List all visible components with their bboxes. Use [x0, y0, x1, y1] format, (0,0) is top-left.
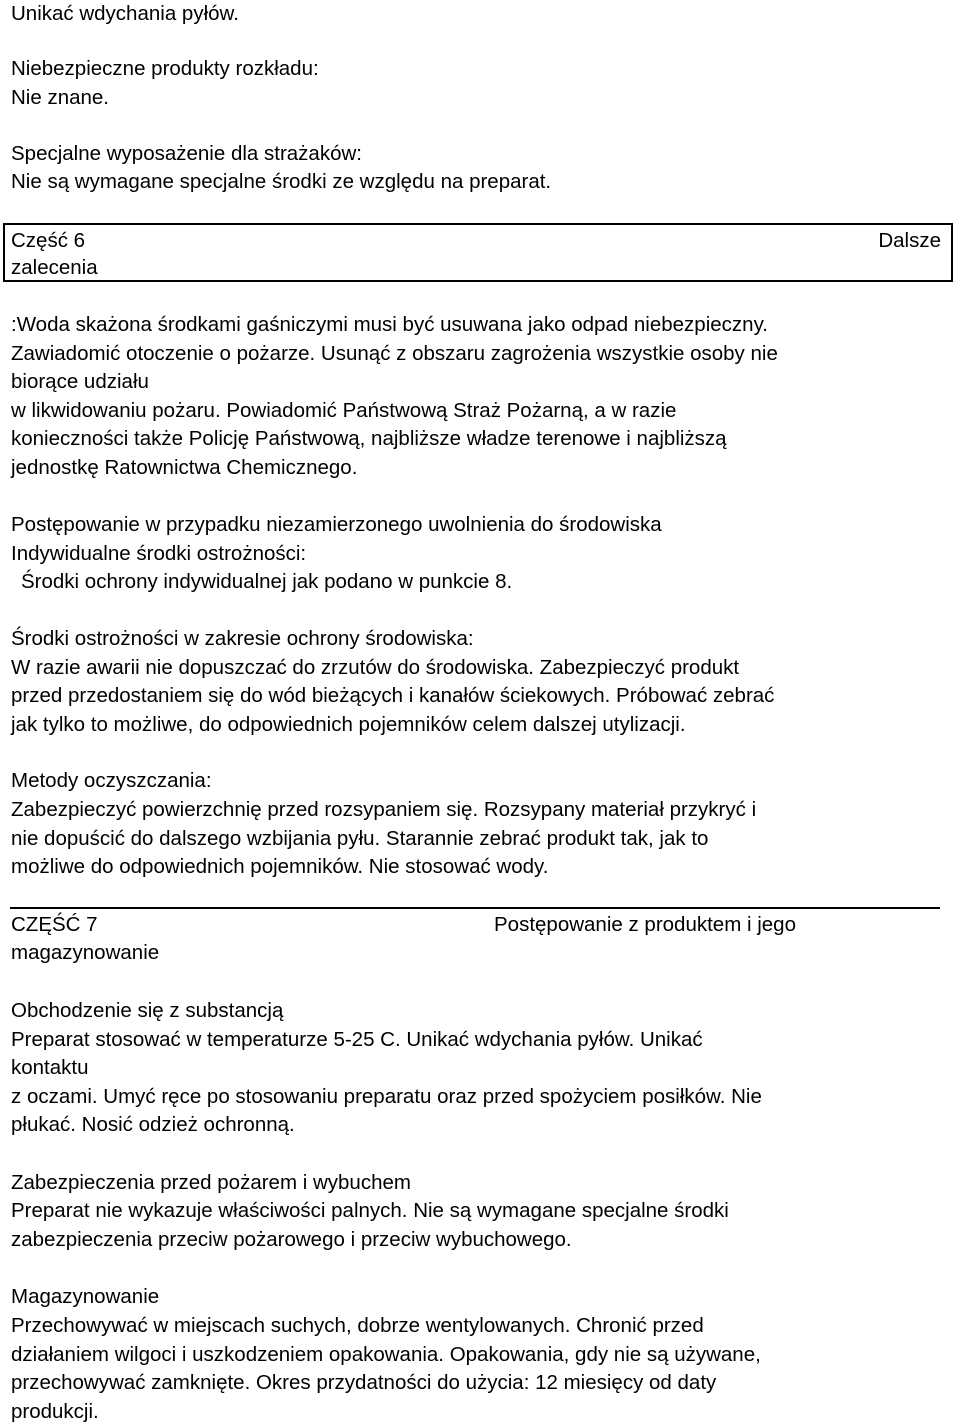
text-line: możliwe do odpowiednich pojemników. Nie stosować wody. [11, 855, 549, 878]
section-heading: Środki ostrożności w zakresie ochrony środowiska: [11, 627, 474, 650]
text-line: konieczności także Policję Państwową, najbliższe władze terenowe i najbliższą [11, 427, 727, 450]
text-line: nie dopuścić do dalszego wzbijania pyłu. Starannie zebrać produkt tak, jak to [11, 827, 709, 850]
text-line: Preparat nie wykazuje właściwości palnych. Nie są wymagane specjalne środki [11, 1199, 729, 1222]
text-line: Przechowywać w miejscach suchych, dobrze wentylowanych. Chronić przed [11, 1314, 704, 1337]
text-line: W razie awarii nie dopuszczać do zrzutów do środowiska. Zabezpieczyć produkt [11, 656, 740, 679]
text-line: przed przedostaniem się do wód bieżących i kanałów ściekowych. Próbować zebrać [11, 684, 775, 707]
section-heading: Metody oczyszczania: [11, 769, 212, 792]
text-line: Nie są wymagane specjalne środki ze względu na preparat. [11, 170, 552, 193]
section-7-title-line2: magazynowanie [11, 941, 160, 964]
section-heading: Obchodzenie się z substancją [11, 999, 284, 1022]
section-heading: Magazynowanie [11, 1285, 160, 1308]
text-line: :Woda skażona środkami gaśniczymi musi być usuwana jako odpad niebezpieczny. [11, 313, 768, 336]
text-line: zabezpieczenia przeciw pożarowego i przeciw wybuchowego. [11, 1228, 572, 1251]
text-line: biorące udziału [11, 370, 149, 393]
text-line: w likwidowaniu pożaru. Powiadomić Państwową Straż Pożarną, a w razie [11, 399, 677, 422]
text-line: jak tylko to możliwe, do odpowiednich pojemników celem dalszej utylizacji. [11, 713, 686, 736]
text-line: Zabezpieczyć powierzchnię przed rozsypaniem się. Rozsypany materiał przykryć i [11, 798, 757, 821]
section-6-header [3, 223, 953, 282]
text-line: Preparat stosować w temperaturze 5-25 C. Unikać wdychania pyłów. Unikać [11, 1028, 703, 1051]
text-line: działaniem wilgoci i uszkodzeniem opakowania. Opakowania, gdy nie są używane, [11, 1343, 761, 1366]
text-line: Niebezpieczne produkty rozkładu: [11, 57, 319, 80]
section-6-number: Część 6 [11, 229, 86, 252]
text-line: jednostkę Ratownictwa Chemicznego. [11, 456, 358, 479]
text-line: kontaktu [11, 1056, 89, 1079]
text-line: Unikać wdychania pyłów. [11, 2, 239, 25]
subheading: Indywidualne środki ostrożności: [11, 542, 307, 565]
section-6-title: Dalsze [878, 229, 941, 252]
text-line: płukać. Nosić odzież ochronną. [11, 1113, 295, 1136]
text-line: przechowywać zamknięte. Okres przydatności do użycia: 12 miesięcy od daty [11, 1371, 717, 1394]
section-6-title-line2: zalecenia [11, 256, 98, 279]
text-line: produkcji. [11, 1400, 99, 1423]
text-line: z oczami. Umyć ręce po stosowaniu preparatu oraz przed spożyciem posiłków. Nie [11, 1085, 762, 1108]
text-line: Specjalne wyposażenie dla strażaków: [11, 142, 362, 165]
text-line: Środki ochrony indywidualnej jak podano w punkcie 8. [21, 570, 513, 593]
section-heading: Postępowanie w przypadku niezamierzonego uwolnienia do środowiska [11, 513, 662, 536]
text-line: Nie znane. [11, 86, 110, 109]
section-7-title: Postępowanie z produktem i jego [494, 913, 796, 936]
section-7-rule [10, 907, 940, 909]
section-heading: Zabezpieczenia przed pożarem i wybuchem [11, 1171, 411, 1194]
text-line: Zawiadomić otoczenie o pożarze. Usunąć z obszaru zagrożenia wszystkie osoby nie [11, 342, 778, 365]
section-7-number: CZĘŚĆ 7 [11, 913, 98, 936]
